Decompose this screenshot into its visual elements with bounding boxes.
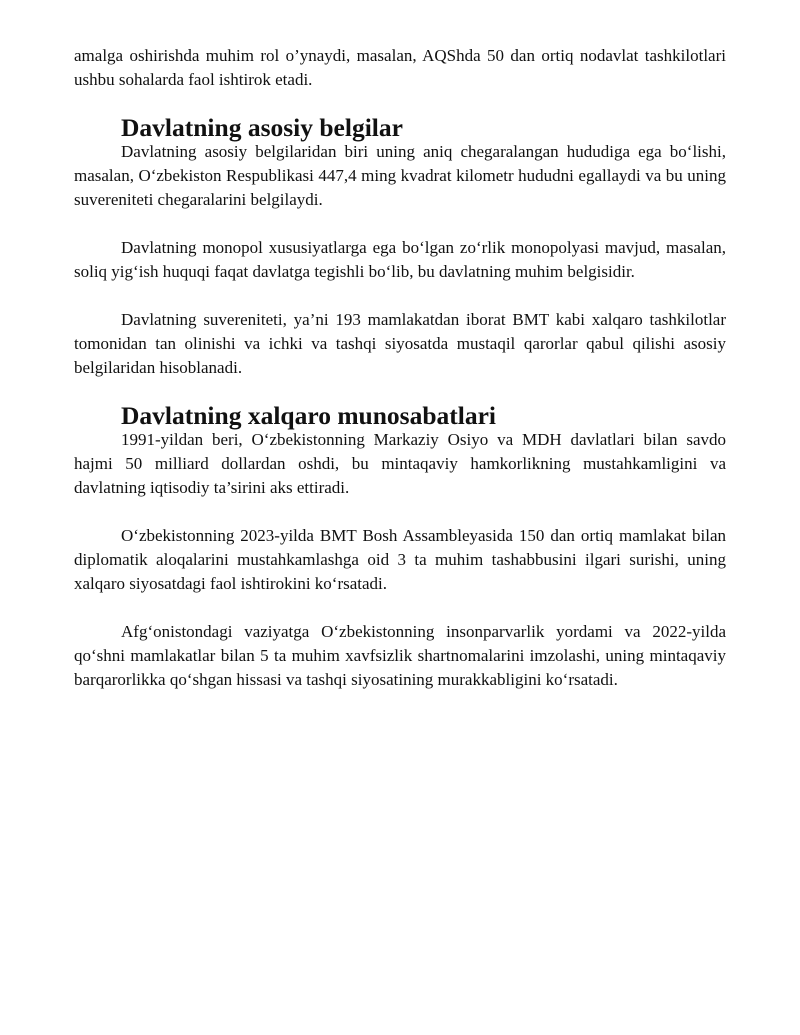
section-heading-international-relations: Davlatning xalqaro munosabatlari bbox=[121, 401, 497, 430]
intro-paragraph: amalga oshirishda muhim rol o’ynaydi, masalan, AQShda 50 dan ortiq nodavlat tashkilotlari ushbu sohalarda faol ishtirok etadi. bbox=[74, 46, 726, 89]
section-heading-state-features: Davlatning asosiy belgilar bbox=[121, 113, 403, 142]
paragraph-territory: Davlatning asosiy belgilaridan biri uning aniq chegaralangan hududiga ega bo‘lishi, masalan, O‘zbekiston Respublikasi 447,4 ming kvadrat kilometr hududni egallaydi va bu uning suvereniteti chegaralarini belgilaydi. bbox=[74, 142, 726, 209]
paragraph-monopoly: Davlatning monopol xususiyatlarga ega bo‘lgan zo‘rlik monopolyasi mavjud, masalan, soliq yig‘ish huquqi faqat davlatga tegishli bo‘lib, bu davlatning muhim belgisidir. bbox=[74, 238, 726, 281]
paragraph-trade: 1991-yildan beri, O‘zbekistonning Markaziy Osiyo va MDH davlatlari bilan savdo hajmi 50 milliard dollardan oshdi, bu mintaqaviy hamkorlikning mustahkamligini va davlatning iqtisodiy ta’sirini aks ettiradi. bbox=[74, 430, 726, 497]
paragraph-diplomacy: O‘zbekistonning 2023-yilda BMT Bosh Assambleyasida 150 dan ortiq mamlakat bilan diplomatik aloqalarini mustahkamlashga oid 3 ta muhim tashabbusini ilgari surishi, uning xalqaro siyosatdagi faol ishtirokini ko‘rsatadi. bbox=[74, 526, 726, 593]
paragraph-sovereignty: Davlatning suvereniteti, ya’ni 193 mamlakatdan iborat BMT kabi xalqaro tashkilotlar tomonidan tan olinishi va ichki va tashqi siyosatda mustaqil qarorlar qabul qilishi asosiy belgilaridan hisoblanadi. bbox=[74, 310, 726, 377]
document-page bbox=[74, 44, 726, 692]
paragraph-security: Afg‘onistondagi vaziyatga O‘zbekistonning insonparvarlik yordami va 2022-yilda qo‘shni mamlakatlar bilan 5 ta muhim xavfsizlik shartnomalarini imzolashi, uning mintaqaviy barqarorlikka qo‘shgan hissasi va tashqi siyosatining murakkabligini ko‘rsatadi. bbox=[74, 622, 726, 689]
